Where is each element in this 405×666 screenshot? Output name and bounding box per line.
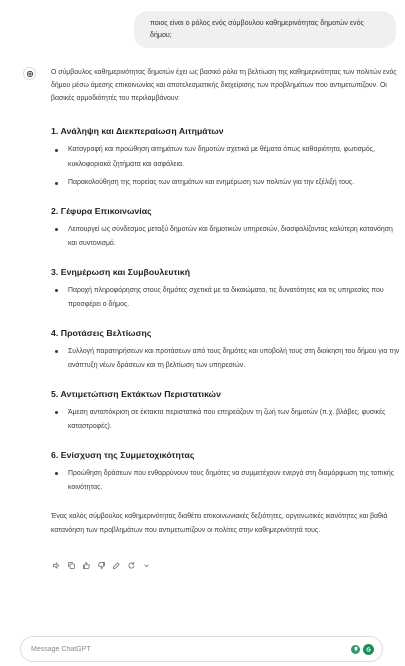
user-message-text: ποιος είναι ο ρόλος ενός σύμβουλου καθημερινότητας δημοτών ενός δήμου; [150,19,364,39]
answer-section [51,388,401,435]
answer-section [51,125,401,191]
read-aloud-icon[interactable] [51,560,62,571]
section-bullet: Προώθηση δράσεων που ενθαρρύνουν τους δημότες να συμμετέχουν ενεργά στη διαμόρφωση της τοπικής κοινότητας. [51,467,401,496]
user-message-bubble [134,11,396,48]
thumbs-up-icon[interactable] [81,560,92,571]
extension-grammar-icon[interactable] [363,644,374,655]
thumbs-down-icon[interactable] [96,560,107,571]
section-bullet: Καταγραφή και προώθηση αιτημάτων των δημοτών σχετικά με θέματα όπως καθαριότητα, φωτισμός, κυκλοφοριακά ζητήματα και ασφάλεια. [51,143,401,172]
section-heading: 5. Αντιμετώπιση Εκτάκτων Περιστατικών [51,388,221,399]
message-actions [51,560,152,571]
message-input[interactable] [31,646,351,653]
section-heading: 1. Ανάληψη και Διεκπεραίωση Αιτημάτων [51,126,224,136]
section-bullet: Παροχή πληροφόρησης στους δημότες σχετικά με τα δικαιώματα, τις δυνατότητες και τις υπηρεσίες που προσφέρει ο δήμος. [51,284,401,313]
assistant-message [51,66,401,538]
section-bullet: Συλλογή παρατηρήσεων και προτάσεων από τους δημότες και υποβολή τους στη διοίκηση του δήμου για την ανάπτυξη νέων δράσεων και τη βελτίωση των υπηρεσιών. [51,345,401,374]
section-heading: 6. Ενίσχυση της Συμμετοχικότητας [51,449,195,460]
section-heading: 2. Γέφυρα Επικοινωνίας [51,205,152,216]
regenerate-icon[interactable] [126,560,137,571]
section-heading: 3. Ενημέρωση και Συμβουλευτική [51,266,191,277]
answer-section [51,266,401,313]
copy-icon[interactable] [66,560,77,571]
composer-extensions [351,644,374,655]
assistant-avatar [23,67,36,80]
section-heading: 4. Προτάσεις Βελτίωσης [51,327,152,338]
answer-section [51,205,401,252]
extension-pin-icon[interactable] [351,645,360,654]
openai-logo-icon [26,70,34,78]
answer-intro: Ο σύμβουλος καθημερινότητας δημοτών έχει ως βασικό ρόλο τη βελτίωση της καθημερινότητας των πολιτών ενός δήμου μέσω άμεσης επικοινωνίας και αποτελεσματικής διαχείρισης των προβλημάτων που αντιμετωπίζουν. Οι βασικές αρμοδιότητές του περιλαμβάνουν: [51,69,397,102]
message-composer [20,636,383,662]
answer-conclusion: Ένας καλός σύμβουλος καθημερινότητας διαθέτει επικοινωνιακές δεξιότητες, οργανωτικές ικανότητες και βαθιά κατανόηση των προβλημάτων που αντιμετωπίζουν οι πολίτες στην καθημερινότητά τους. [51,512,388,534]
answer-section [51,449,401,496]
answer-section [51,327,401,374]
section-bullet: Άμεση ανταπόκριση σε έκτακτα περιστατικά που επηρεάζουν τη ζωή των δημοτών (π.χ. βλάβες, φυσικές καταστροφές). [51,406,401,435]
section-bullet: Παρακολούθηση της πορείας των αιτημάτων και ενημέρωση των πολιτών για την εξέλιξή τους. [51,176,401,191]
edit-icon[interactable] [111,560,122,571]
section-bullet: Λειτουργεί ως σύνδεσμος μεταξύ δημοτών και δημοτικών υπηρεσιών, διασφαλίζοντας καλύτερη κατανόηση και συντονισμό. [51,223,401,252]
chevron-down-icon[interactable] [141,560,152,571]
